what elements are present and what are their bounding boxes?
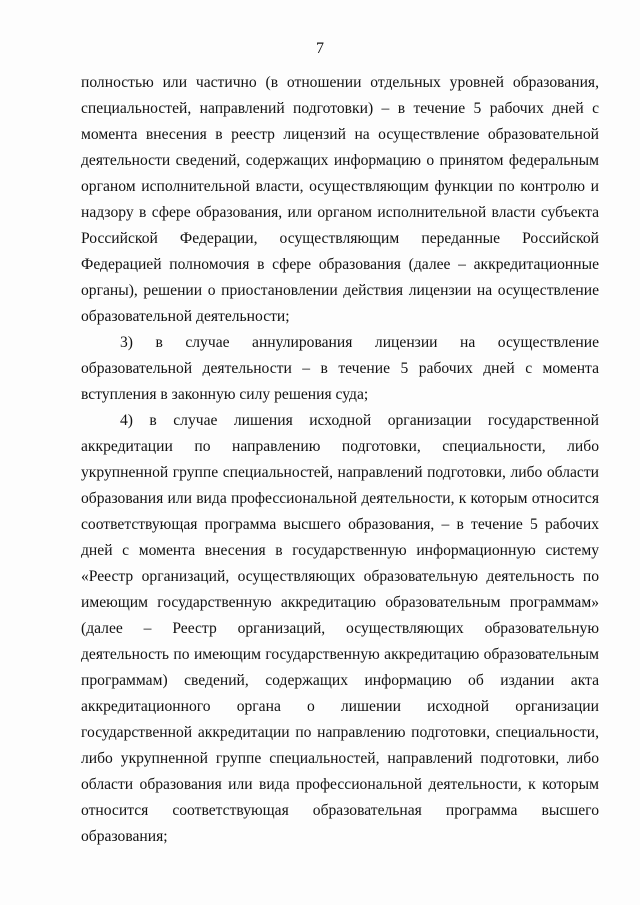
paragraph-item-4: 4) в случае лишения исходной организации государственной аккредитации по направлению подготовки, специальности, либо укрупненной группе специальностей, направлений подготовки, либо области образования или вида профессиональной деятельности, к которым относится соответствующая программа высшего образования, – в течение 5 рабочих дней с момента внесения в государственную информационную систему «Реестр организаций, осуществляющих образовательную деятельность по имеющим государственную аккредитацию образовательным программам» (далее – Реестр организаций, осуществляющих образовательную деятельность по имеющим государственную аккредитацию образовательным программам) сведений, содержащих информацию об издании акта аккредитационного органа о лишении исходной организации государственной аккредитации по направлению подготовки, специальности, либо укрупненной группе специальностей, направлений подготовки, либо области образования или вида профессиональной деятельности, к которым относится соответствующая образовательная программа высшего образования; — [81, 412, 599, 845]
paragraph-item-3: 3) в случае аннулирования лицензии на осуществление образовательной деятельности – в течение 5 рабочих дней с момента вступления в законную силу решения суда; — [81, 334, 599, 403]
page-number: 7 — [316, 40, 324, 57]
paragraph-continuation: полностью или частично (в отношении отдельных уровней образования, специальностей, направлений подготовки) – в течение 5 рабочих дней с момента внесения в реестр лицензий на осуществление образовательной деятельности сведений, содержащих информацию о принятом федеральным органом исполнительной власти, осуществляющим функции по контролю и надзору в сфере образования, или органом исполнительной власти субъекта Российской Федерации, осуществляющим переданные Российской Федерацией полномочия в сфере образования (далее – аккредитационные органы), решении о приостановлении действия лицензии на осуществление образовательной деятельности; — [81, 74, 599, 325]
document-body — [81, 70, 599, 850]
